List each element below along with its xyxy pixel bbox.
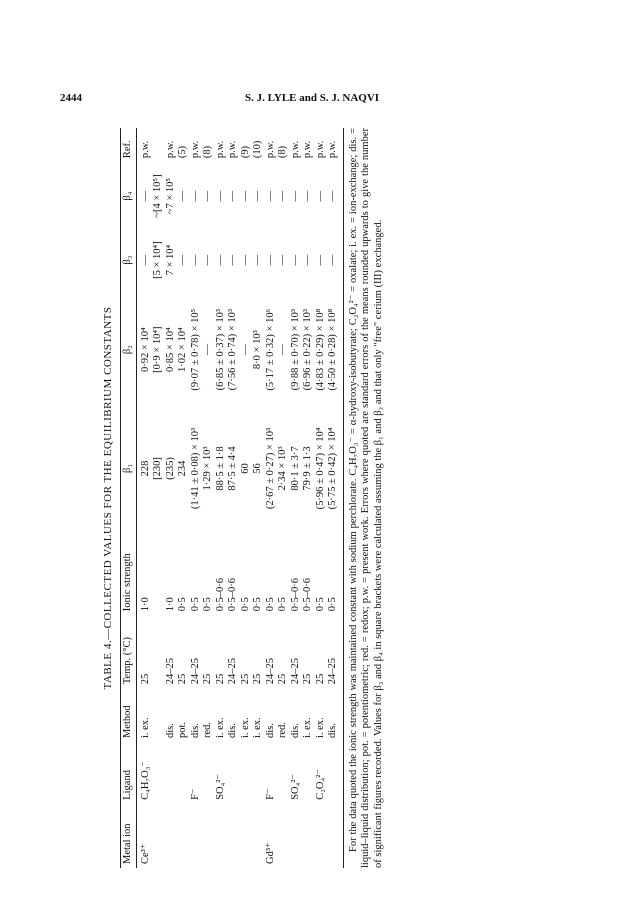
table-row — [165, 128, 178, 868]
cell-beta2: (4·83 ± 0·29) × 10⁸ — [314, 308, 326, 391]
cell-temp: 24–25 — [289, 658, 301, 685]
cell-ligand — [327, 742, 343, 804]
cell-ref: p.w. — [227, 140, 238, 159]
cell-ref: p.w. — [302, 140, 313, 159]
cell-metal — [227, 804, 240, 868]
cell-beta3: — — [139, 254, 151, 266]
cell-beta3: — — [239, 254, 251, 266]
cell-ionic: 1·0 — [164, 597, 176, 612]
cell-method: i. ex. — [314, 717, 326, 739]
cell-ionic: 0·5 — [327, 528, 343, 615]
cell-beta4: — — [177, 190, 188, 202]
cell-beta3: — — [189, 254, 201, 266]
cell-method: dis. — [189, 723, 201, 739]
cell-ionic: 0·5 — [177, 597, 188, 612]
table-row — [302, 128, 315, 868]
cell-ref: p.w. — [264, 140, 276, 159]
cell-method: dis. — [327, 688, 343, 742]
author-line: S. J. LYLE and S. J. NAQVI — [244, 92, 380, 104]
cell-ligand — [277, 742, 290, 804]
cell-temp: 24–25 — [327, 615, 343, 688]
cell-metal — [327, 804, 343, 868]
cell-beta1: 60 — [239, 463, 251, 474]
table-footnote: For the data quoted the ionic strength was maintained constant with sodium perchlorate. C₄H₇O₃⁻ = α-hydroxy-isobutyrate; C₂O₄²⁻ = oxalate; i. ex. = ion-exchange; dis. = liquid–liquid distribution; pot. = potentiometric; red. = redox; p.w. = present work. Errors where quoted are standard errors of the means rounded upwards to give the number of significant figures recorded. Values for β₃ and β₄ in square brackets were calculated assuming the β₁ and β₂ and that only "free" cerium (III) exchanged. — [347, 128, 384, 868]
col-ligand: Ligand — [121, 742, 137, 804]
cell-beta1: 87·5 ± 4·4 — [227, 446, 238, 491]
cell-beta3: — — [252, 254, 263, 266]
cell-temp: 25 — [314, 673, 326, 685]
cell-beta1: 80·1 ± 3·7 — [289, 446, 301, 491]
table-row — [240, 128, 253, 868]
cell-beta4: ~7 × 10⁵ — [164, 177, 176, 215]
cell-beta1: (1·41 ± 0·08) × 10³ — [189, 427, 201, 510]
cell-beta2: 8·0 × 10³ — [252, 330, 263, 370]
cell-beta1: 234 — [177, 460, 188, 477]
cell-beta2: [0·9 × 10⁴] — [152, 326, 163, 373]
cell-beta1: (235) — [164, 457, 176, 480]
cell-method: i. ex. — [139, 717, 151, 739]
cell-method: dis. — [164, 723, 176, 739]
col-beta4: β₄ — [121, 162, 137, 230]
cell-metal: Ce³⁺ — [139, 843, 151, 864]
cell-ionic: 1·0 — [139, 597, 151, 612]
cell-beta3: — — [264, 254, 276, 266]
table-row — [152, 128, 165, 868]
cell-beta1: 56 — [252, 463, 263, 474]
cell-beta3: — — [227, 254, 238, 266]
cell-method: pot. — [177, 721, 188, 739]
cell-temp: 25 — [277, 673, 288, 685]
cell-ligand — [152, 742, 165, 804]
cell-method: i. ex. — [302, 717, 313, 739]
table-row — [190, 128, 203, 868]
cell-method: red. — [277, 721, 288, 739]
cell-ionic: 0·5 — [314, 597, 326, 612]
cell-metal — [252, 804, 265, 868]
col-ref: Ref. — [121, 128, 137, 162]
cell-ref: p.w. — [139, 140, 151, 159]
cell-temp — [152, 615, 165, 688]
table-row — [227, 128, 240, 868]
cell-beta2: (9·88 ± 0·70) × 10³ — [289, 308, 301, 391]
col-beta3: β₃ — [121, 230, 137, 290]
cell-ligand — [252, 742, 265, 804]
cell-beta1: (5·96 ± 0·47) × 10⁴ — [314, 427, 326, 510]
cell-temp: 25 — [177, 673, 188, 685]
cell-beta3: — — [277, 254, 288, 266]
table-row — [215, 128, 228, 868]
cell-ligand: F⁻ — [189, 788, 201, 800]
cell-ionic: 0·5 — [252, 597, 263, 612]
cell-beta1: (5·75 ± 0·42) × 10⁴ — [327, 409, 343, 528]
cell-temp: 24–25 — [189, 658, 201, 685]
cell-beta1: 2·34 × 10³ — [277, 446, 288, 491]
page-number: 2444 — [60, 92, 82, 104]
cell-ionic: 0·5–0·6 — [289, 577, 301, 612]
cell-ref: p.w. — [189, 140, 201, 159]
cell-ref — [152, 128, 165, 162]
cell-beta4: — — [139, 190, 151, 202]
cell-ionic: 0·5–0·6 — [227, 577, 238, 612]
cell-beta2: (6·96 ± 0·22) × 10³ — [302, 308, 313, 391]
cell-beta3: — — [314, 254, 326, 266]
cell-method: red. — [202, 721, 213, 739]
table-row — [290, 128, 303, 868]
cell-ligand — [302, 742, 315, 804]
cell-metal — [190, 804, 203, 868]
cell-metal — [277, 804, 290, 868]
cell-method: dis. — [264, 723, 276, 739]
col-metal-ion: Metal ion — [121, 804, 137, 868]
cell-beta3: — — [327, 230, 343, 290]
cell-beta2: (6·85 ± 0·37) × 10³ — [214, 308, 226, 391]
equilibrium-constants-table — [120, 128, 344, 868]
cell-ligand — [165, 742, 178, 804]
cell-beta4: — — [289, 190, 301, 202]
cell-ref: (10) — [252, 140, 263, 159]
cell-ref: (8) — [202, 145, 213, 159]
cell-ligand: SO₄²⁻ — [289, 774, 301, 800]
col-ionic-strength: Ionic strength — [121, 528, 137, 615]
cell-beta4: ~[4 × 10⁵] — [152, 174, 163, 218]
cell-beta4: — — [252, 190, 263, 202]
cell-beta4: — — [327, 162, 343, 230]
cell-temp: 24–25 — [227, 658, 238, 685]
cell-ionic: 0·5 — [264, 597, 276, 612]
cell-beta2: (5·17 ± 0·32) × 10⁶ — [264, 308, 276, 391]
cell-ionic: 0·5 — [277, 597, 288, 612]
cell-beta2: 0·92 × 10⁴ — [139, 327, 151, 372]
cell-ionic: 0·5–0·6 — [302, 577, 313, 612]
cell-metal — [177, 804, 190, 868]
cell-temp: 24–25 — [264, 658, 276, 685]
table-row — [315, 128, 328, 868]
cell-beta2: (9·07 ± 0·78) × 10⁵ — [189, 308, 201, 391]
cell-beta3: — — [289, 254, 301, 266]
table-row — [177, 128, 190, 868]
cell-ligand: C₄H₇O₃⁻ — [139, 761, 151, 800]
col-temp: Temp. (°C) — [121, 615, 137, 688]
cell-temp: 25 — [202, 673, 213, 685]
cell-method: i. ex. — [239, 717, 251, 739]
cell-beta3: [5 × 10⁴] — [152, 241, 163, 279]
cell-ref: p.w. — [289, 140, 301, 159]
cell-beta3: — — [214, 254, 226, 266]
table-row — [327, 128, 343, 868]
cell-metal — [290, 804, 303, 868]
cell-metal — [215, 804, 228, 868]
col-beta1: β₁ — [121, 409, 137, 528]
table-row — [265, 128, 278, 868]
cell-method: i. ex. — [252, 717, 263, 739]
cell-beta4: — — [314, 190, 326, 202]
cell-ionic: 0·5 — [239, 597, 251, 612]
cell-temp: 25 — [214, 673, 226, 685]
cell-ref: (9) — [239, 145, 251, 159]
cell-ligand: F⁻ — [264, 788, 276, 800]
cell-beta4: — — [239, 190, 251, 202]
cell-ionic — [152, 528, 165, 615]
cell-ligand — [177, 742, 190, 804]
cell-ionic: 0·5 — [202, 597, 213, 612]
cell-ligand — [202, 742, 215, 804]
table-row — [202, 128, 215, 868]
col-method: Method — [121, 688, 137, 742]
cell-beta1: 88·5 ± 1·8 — [214, 446, 226, 491]
cell-beta4: — — [302, 190, 313, 202]
table-row — [277, 128, 290, 868]
cell-beta3: — — [177, 254, 188, 266]
running-header — [60, 92, 564, 108]
cell-metal — [302, 804, 315, 868]
cell-beta3: — — [202, 254, 213, 266]
cell-temp: 24–25 — [164, 658, 176, 685]
cell-method — [152, 688, 165, 742]
cell-beta2: — — [239, 344, 251, 355]
cell-beta3: 7 × 10⁴ — [164, 244, 176, 276]
cell-ref: p.w. — [327, 128, 343, 162]
cell-ligand: SO₄²⁻ — [214, 774, 226, 800]
table-row — [136, 128, 152, 868]
table-row — [252, 128, 265, 868]
cell-method: dis. — [227, 723, 238, 739]
cell-beta1: 228 — [139, 460, 151, 477]
cell-beta2: — — [202, 344, 213, 355]
cell-beta2: 1·02 × 10⁴ — [177, 327, 188, 372]
cell-method: i. ex. — [214, 717, 226, 739]
cell-beta1: 79·9 ± 1·3 — [302, 446, 313, 491]
cell-beta4: — — [189, 190, 201, 202]
cell-metal: Gd³⁺ — [264, 842, 276, 864]
cell-metal — [202, 804, 215, 868]
cell-temp: 25 — [139, 673, 151, 685]
table-caption: TABLE 4.—COLLECTED VALUES FOR THE EQUILIBRIUM CONSTANTS — [102, 306, 114, 690]
cell-ref: p.w. — [314, 140, 326, 159]
cell-ligand — [240, 742, 253, 804]
cell-metal — [152, 804, 165, 868]
cell-beta1: 1·29 × 10³ — [202, 446, 213, 491]
cell-beta4: — — [214, 190, 226, 202]
cell-beta4: — — [227, 190, 238, 202]
cell-ref: (8) — [277, 145, 288, 159]
cell-ligand — [227, 742, 240, 804]
cell-metal — [165, 804, 178, 868]
cell-beta2: (4·50 ± 0·28) × 10⁸ — [327, 290, 343, 409]
cell-metal — [315, 804, 328, 868]
cell-ionic: 0·5–0·6 — [214, 577, 226, 612]
cell-beta4: — — [202, 190, 213, 202]
col-beta2: β₂ — [121, 290, 137, 409]
cell-beta4: — — [264, 190, 276, 202]
cell-metal — [240, 804, 253, 868]
cell-temp: 25 — [252, 673, 263, 685]
cell-ref: (5) — [177, 145, 188, 159]
cell-ref: p.w. — [214, 140, 226, 159]
cell-beta2: — — [277, 344, 288, 355]
cell-beta2: 0·85 × 10⁴ — [164, 327, 176, 372]
cell-temp: 25 — [302, 673, 313, 685]
cell-ionic: 0·5 — [189, 597, 201, 612]
cell-temp: 25 — [239, 673, 251, 685]
cell-beta2: (7·56 ± 0·74) × 10³ — [227, 308, 238, 391]
cell-beta4: — — [277, 190, 288, 202]
cell-ligand: C₂O₄²⁻ — [314, 769, 326, 800]
cell-beta1: [230] — [152, 457, 163, 480]
cell-ref: p.w. — [164, 140, 176, 159]
rotated-table-block — [102, 128, 522, 868]
cell-method: dis. — [289, 723, 301, 739]
cell-beta3: — — [302, 254, 313, 266]
table-body — [136, 128, 343, 868]
cell-beta1: (2·67 ± 0·27) × 10³ — [264, 427, 276, 510]
